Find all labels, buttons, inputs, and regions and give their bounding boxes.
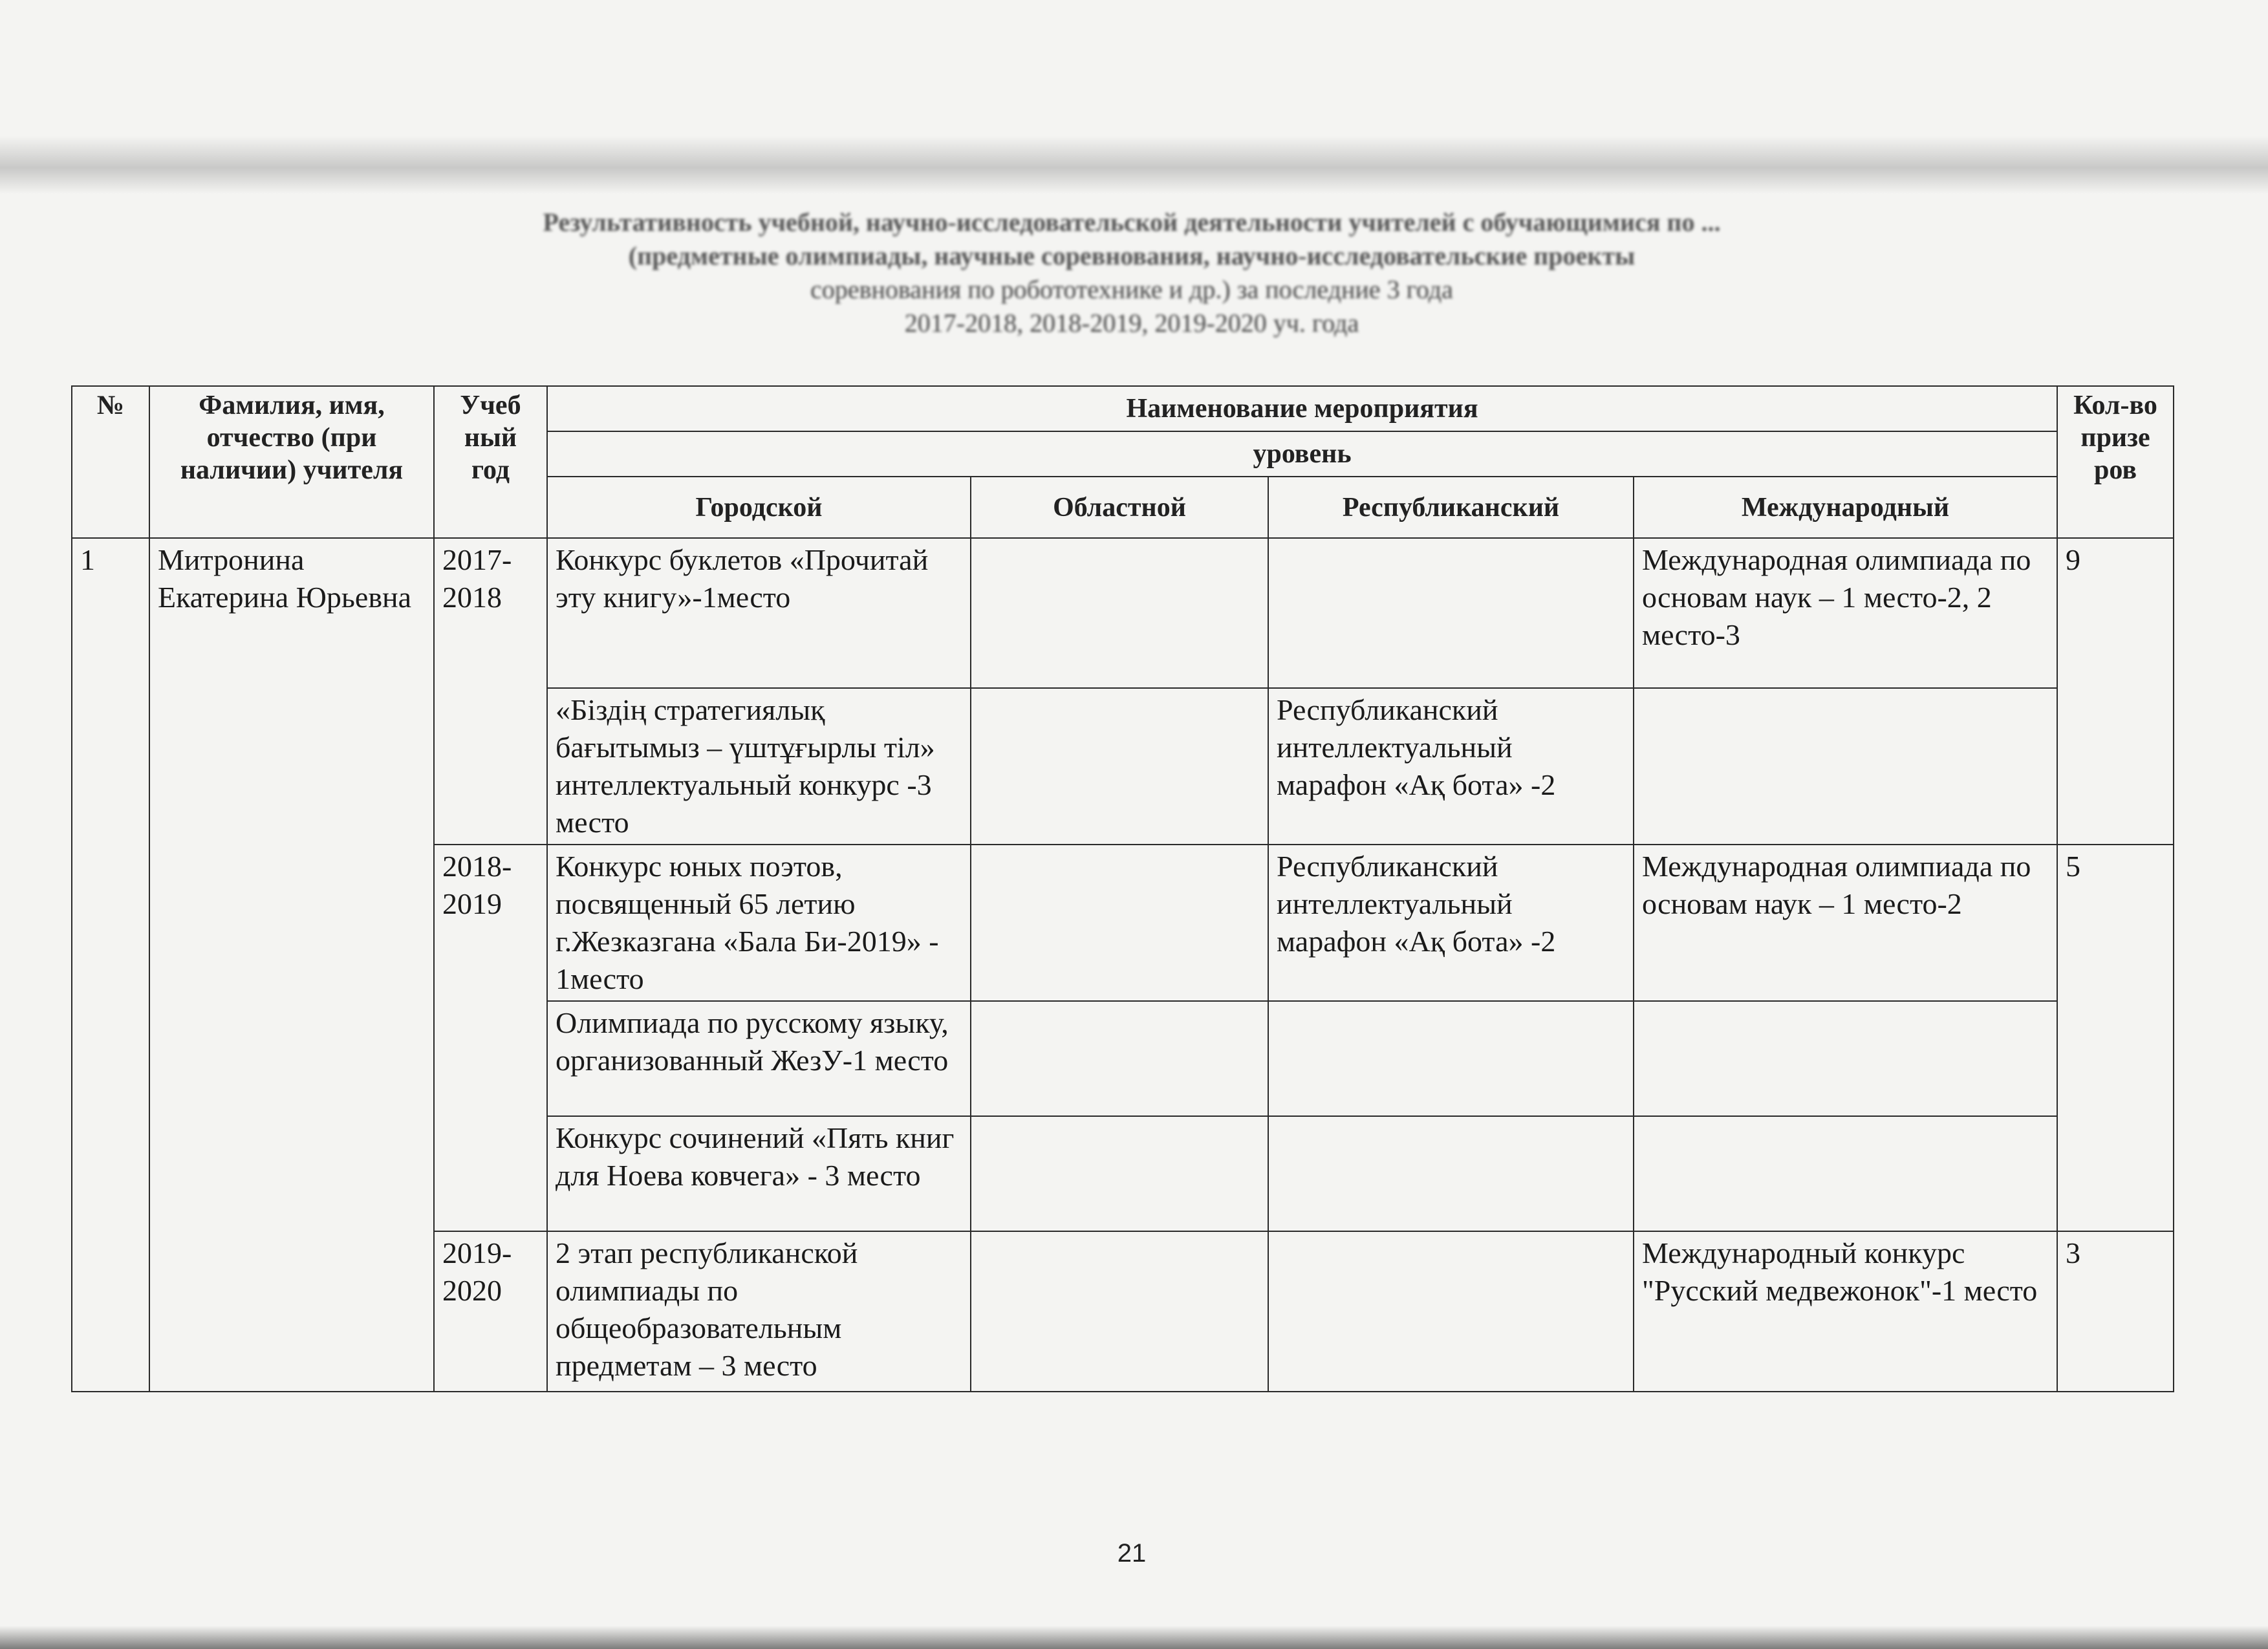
page-number: 21 (1117, 1539, 1147, 1568)
event-city: 2 этап республиканской олимпиады по общеобразовательным предметам – 3 место (547, 1231, 971, 1392)
event-region (971, 1231, 1268, 1392)
event-city: Конкурс буклетов «Прочитай эту книгу»-1место (547, 538, 971, 688)
event-city: «Біздің стратегиялық бағытымыз – үштұғырлы тіл» интеллектуальный конкурс -3 место (547, 688, 971, 845)
event-republic (1268, 1116, 1634, 1231)
event-international (1634, 1116, 2057, 1231)
year-cell: 2018-2019 (434, 845, 547, 1231)
header-prizes: Кол-во призе ров (2057, 386, 2174, 538)
event-region (971, 538, 1268, 688)
header-region: Областной (971, 477, 1268, 538)
event-international (1634, 688, 2057, 845)
teacher-num: 1 (72, 538, 149, 1392)
header-level: уровень (547, 431, 2057, 477)
event-city: Конкурс сочинений «Пять книг для Ноева ковчега» - 3 место (547, 1116, 971, 1231)
scan-shadow-bottom (0, 1626, 2268, 1649)
event-republic: Республиканский интеллектуальный марафон «Ақ бота» -2 (1268, 845, 1634, 1001)
event-republic: Республиканский интеллектуальный марафон «Ақ бота» -2 (1268, 688, 1634, 845)
year-cell: 2017-2018 (434, 538, 547, 845)
header-year: Учеб ный год (434, 386, 547, 538)
event-region (971, 688, 1268, 845)
prizes-count: 9 (2057, 538, 2174, 845)
title-line-4: 2017-2018, 2018-2019, 2019-2020 уч. года (904, 308, 1359, 338)
event-region (971, 845, 1268, 1001)
prizes-count: 3 (2057, 1231, 2174, 1392)
header-republic: Республиканский (1268, 477, 1634, 538)
header-event: Наименование мероприятия (547, 386, 2057, 431)
event-region (971, 1116, 1268, 1231)
event-republic (1268, 1001, 1634, 1116)
event-republic (1268, 538, 1634, 688)
event-international: Международная олимпиада по основам наук – 1 место-2, 2 место-3 (1634, 538, 2057, 688)
document-title (194, 206, 2069, 340)
title-line-3: соревнования по робототехнике и др.) за последние 3 года (810, 275, 1453, 304)
results-table (71, 385, 2174, 1392)
header-international: Международный (1634, 477, 2057, 538)
event-republic (1268, 1231, 1634, 1392)
prizes-count: 5 (2057, 845, 2174, 1231)
event-city: Конкурс юных поэтов, посвященный 65 летию г.Жезказгана «Бала Би-2019» - 1место (547, 845, 971, 1001)
header-fio: Фамилия, имя, отчество (при наличии) учителя (149, 386, 434, 538)
header-city: Городской (547, 477, 971, 538)
event-international: Международный конкурс "Русский медвежонок"-1 место (1634, 1231, 2057, 1392)
header-num: № (72, 386, 149, 538)
title-line-2: (предметные олимпиады, научные соревнования, научно-исследовательские проекты (628, 241, 1636, 270)
event-region (971, 1001, 1268, 1116)
teacher-name: Митронина Екатерина Юрьевна (149, 538, 434, 1392)
event-city: Олимпиада по русскому языку, организованный ЖезУ-1 место (547, 1001, 971, 1116)
scan-shadow-top (0, 136, 2268, 194)
event-international: Международная олимпиада по основам наук – 1 место-2 (1634, 845, 2057, 1001)
year-cell: 2019-2020 (434, 1231, 547, 1392)
event-international (1634, 1001, 2057, 1116)
title-line-1: Результативность учебной, научно-исследовательской деятельности учителей с обучающимися по ... (543, 208, 1721, 237)
